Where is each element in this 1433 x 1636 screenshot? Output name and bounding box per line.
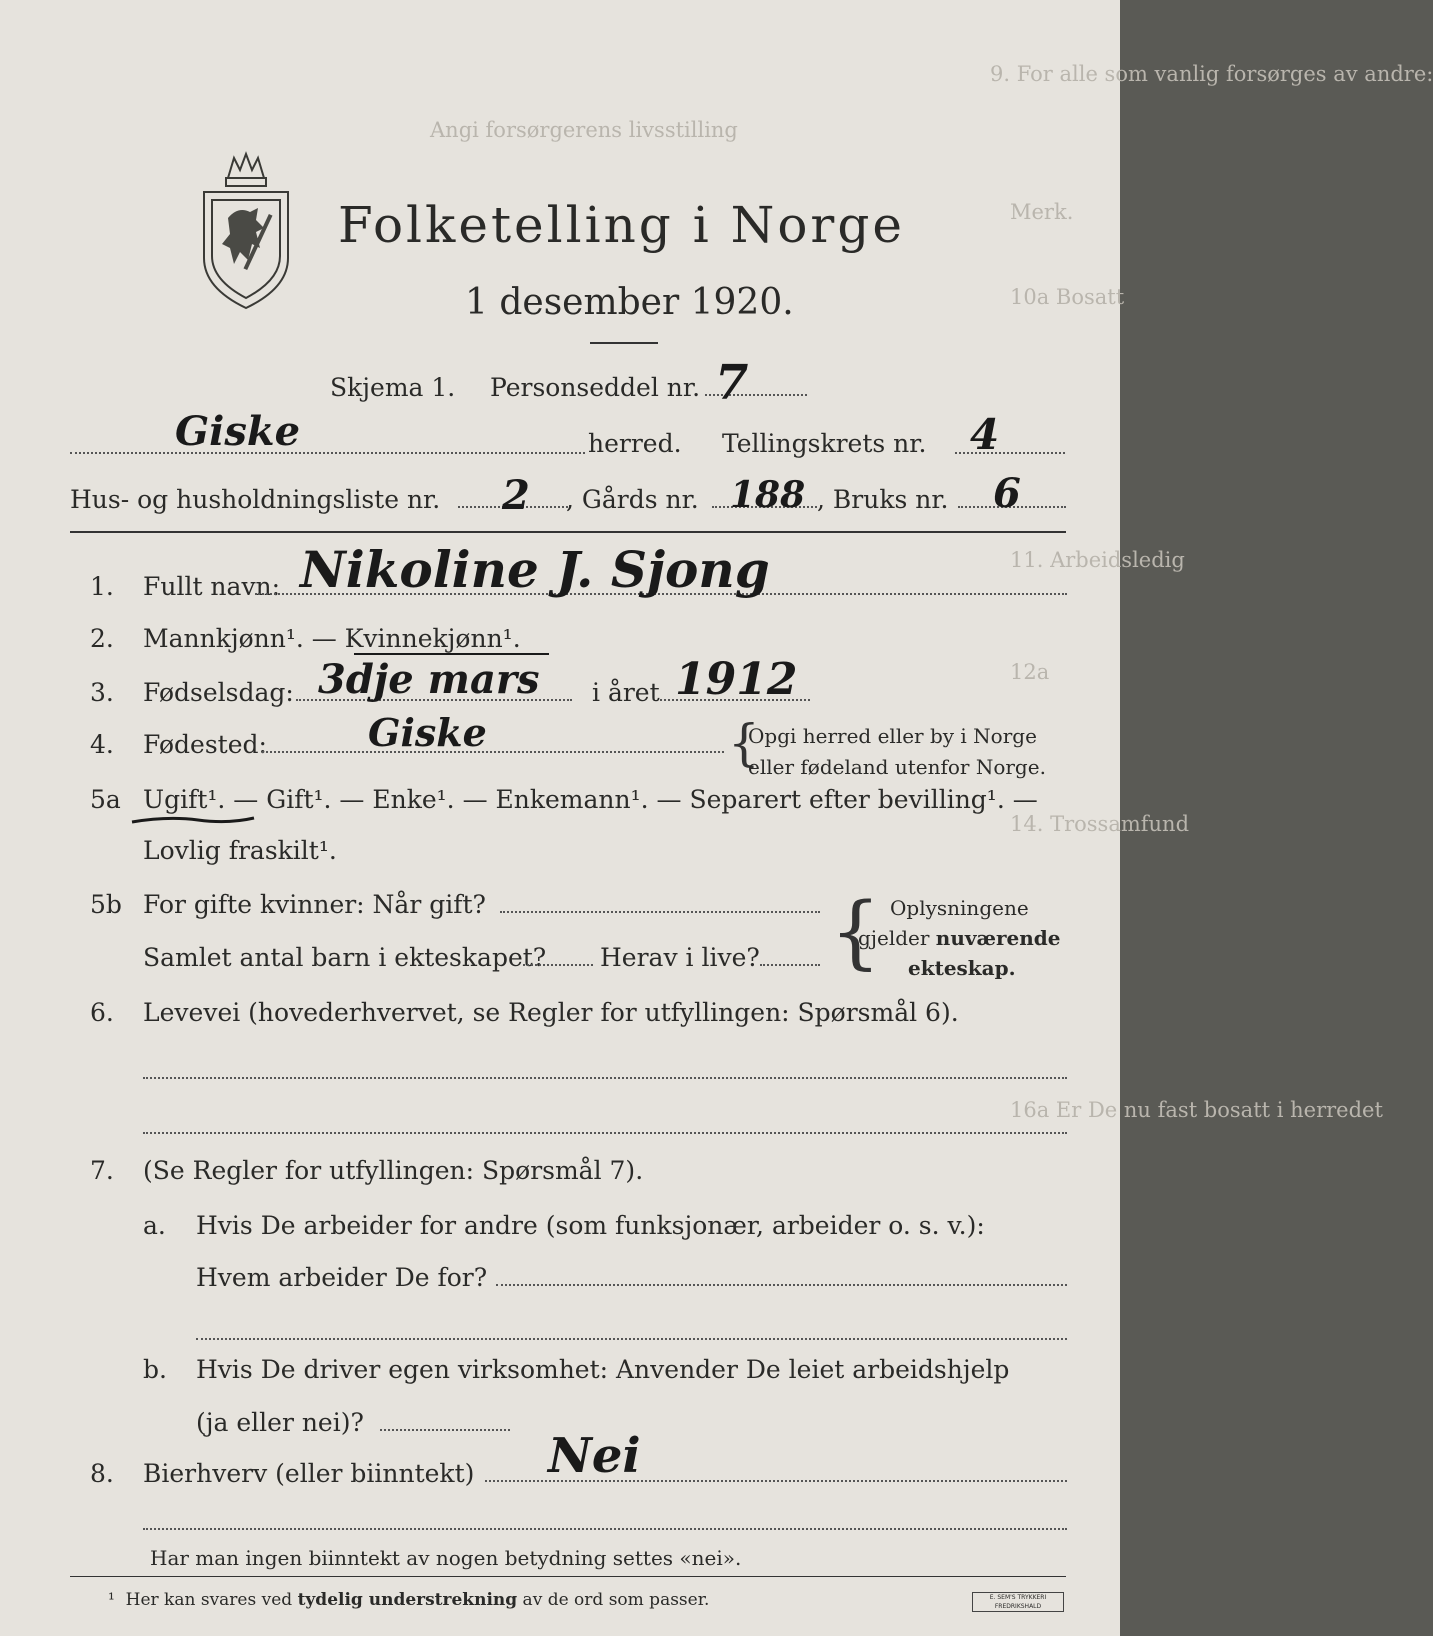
full-name-label: Fullt navn: — [143, 572, 281, 601]
gender-options: Mannkjønn¹. — Kvinnekjønn¹. — [143, 624, 521, 653]
printer-stamp: E. SEM'S TRYKKERI FREDRIKSHALD — [972, 1592, 1064, 1612]
civil-status-options: Ugift¹. — Gift¹. — Enke¹. — Enkemann¹. — Separert efter bevilling¹. — — [143, 785, 1038, 814]
civil-status-options-2: Lovlig fraskilt¹. — [143, 836, 337, 865]
gards-label: , Gårds nr. — [566, 485, 699, 514]
marriage-note-1: Oplysningene — [890, 896, 1029, 920]
birthplace-note-1: Opgi herred eller by i Norge — [748, 724, 1037, 748]
title-divider — [590, 342, 658, 344]
married-date-line — [500, 911, 820, 913]
hired-help-line — [380, 1429, 510, 1431]
q2-number: 2. — [90, 624, 114, 653]
footnote-number: ¹ — [108, 1590, 115, 1610]
header-rule — [70, 531, 1066, 533]
children-count-line — [523, 964, 593, 966]
q5a-number: 5a — [90, 785, 121, 814]
footnote-text-a: Her kan svares ved — [125, 1590, 298, 1610]
herred-label: herred. — [588, 429, 682, 458]
q7-number: 7. — [90, 1156, 114, 1185]
birthdate-value: 3dje mars — [318, 656, 540, 703]
birthplace-note-brace: { — [728, 714, 760, 772]
bleed-through-line: 16a Er De nu fast bosatt i herredet — [1010, 1098, 1383, 1122]
norwegian-coat-of-arms-icon — [198, 148, 294, 312]
bleed-through-line: 12a — [1010, 660, 1050, 684]
employer-line-1 — [496, 1284, 1067, 1286]
bleed-through-line: 9. For alle som vanlig forsørges av andre: — [990, 62, 1433, 86]
q1-number: 1. — [90, 572, 114, 601]
birthplace-label: Fødested: — [143, 730, 267, 759]
q7a-letter: a. — [143, 1211, 166, 1240]
footnote-text-b: tydelig understrekning — [297, 1590, 518, 1610]
q6-number: 6. — [90, 998, 114, 1027]
marriage-note-2 — [858, 928, 1061, 948]
page-title: Folketelling i Norge — [338, 196, 905, 254]
hus-value: 2 — [502, 472, 530, 519]
personseddel-label: Personseddel nr. — [490, 373, 701, 402]
birthplace-value: Giske — [368, 710, 487, 755]
footnote-text-c: av de ord som passer. — [517, 1590, 710, 1610]
census-date: 1 desember 1920. — [465, 282, 794, 323]
birthdate-label: Fødselsdag: — [143, 678, 294, 707]
children-alive-line — [760, 964, 820, 966]
occupation-line-1 — [143, 1077, 1067, 1079]
hus-label: Hus- og husholdningsliste nr. — [70, 485, 441, 514]
bleed-through-line: 11. Arbeidsledig — [1010, 548, 1185, 572]
skjema-label: Skjema 1. — [330, 373, 456, 402]
children-alive-label: Herav i live? — [600, 943, 760, 972]
q3-number: 3. — [90, 678, 114, 707]
herred-line — [70, 452, 585, 454]
bleed-through-line: Angi forsørgerens livsstilling — [430, 118, 738, 142]
herred-value: Giske — [175, 408, 301, 455]
occupation-label: Levevei (hovederhvervet, se Regler for utfyllingen: Spørsmål 6). — [143, 998, 959, 1027]
kvinnekjonn-underline — [354, 653, 549, 655]
footnote — [108, 1592, 709, 1609]
marriage-note-2b: nuværende — [935, 926, 1061, 950]
employer-line-2 — [196, 1338, 1067, 1340]
married-women-label: For gifte kvinner: Når gift? — [143, 890, 486, 919]
footer-note: Har man ingen biinntekt av nogen betydning settes «nei». — [150, 1546, 742, 1570]
q5b-number: 5b — [90, 890, 122, 919]
birthplace-line — [262, 751, 724, 753]
self-employed-question: Hvis De driver egen virksomhet: Anvender De leiet arbeidshjelp — [196, 1355, 1010, 1384]
bruks-value: 6 — [993, 470, 1021, 517]
bleed-through-line: 14. Trossamfund — [1010, 812, 1190, 836]
children-count-label: Samlet antal barn i ekteskapet? — [143, 943, 547, 972]
marriage-note-2a: gjelder — [858, 926, 936, 950]
gards-value: 188 — [730, 474, 806, 516]
bruks-label: , Bruks nr. — [817, 485, 949, 514]
birthplace-note-2: eller fødeland utenfor Norge. — [748, 755, 1046, 779]
employer-question: Hvis De arbeider for andre (som funksjonær, arbeider o. s. v.): — [196, 1211, 985, 1240]
hired-help-label: (ja eller nei)? — [196, 1408, 364, 1437]
marriage-note-3: ekteskap. — [908, 956, 1016, 980]
side-income-value: Nei — [548, 1428, 641, 1484]
employer-label: Hvem arbeider De for? — [196, 1263, 488, 1292]
side-income-label: Bierhverv (eller biinntekt) — [143, 1459, 475, 1488]
q8-number: 8. — [90, 1459, 114, 1488]
marriage-note-brace: { — [830, 885, 881, 978]
side-income-line-2 — [143, 1528, 1067, 1530]
personseddel-value: 7 — [715, 355, 749, 411]
tellingskrets-value: 4 — [970, 410, 1000, 459]
q7b-letter: b. — [143, 1355, 167, 1384]
bleed-through-line: 10a Bosatt — [1010, 285, 1125, 309]
birthyear-label: i året — [592, 678, 660, 707]
footer-rule — [70, 1576, 1066, 1577]
ugift-underline — [128, 812, 258, 826]
occupation-line-2 — [143, 1132, 1067, 1134]
tellingskrets-label: Tellingskrets nr. — [722, 429, 927, 458]
birthyear-value: 1912 — [675, 654, 798, 705]
q4-number: 4. — [90, 730, 114, 759]
q7-label: (Se Regler for utfyllingen: Spørsmål 7). — [143, 1156, 644, 1185]
full-name-value: Nikoline J. Sjong — [300, 540, 770, 599]
bleed-through-line: Merk. — [1010, 200, 1074, 224]
